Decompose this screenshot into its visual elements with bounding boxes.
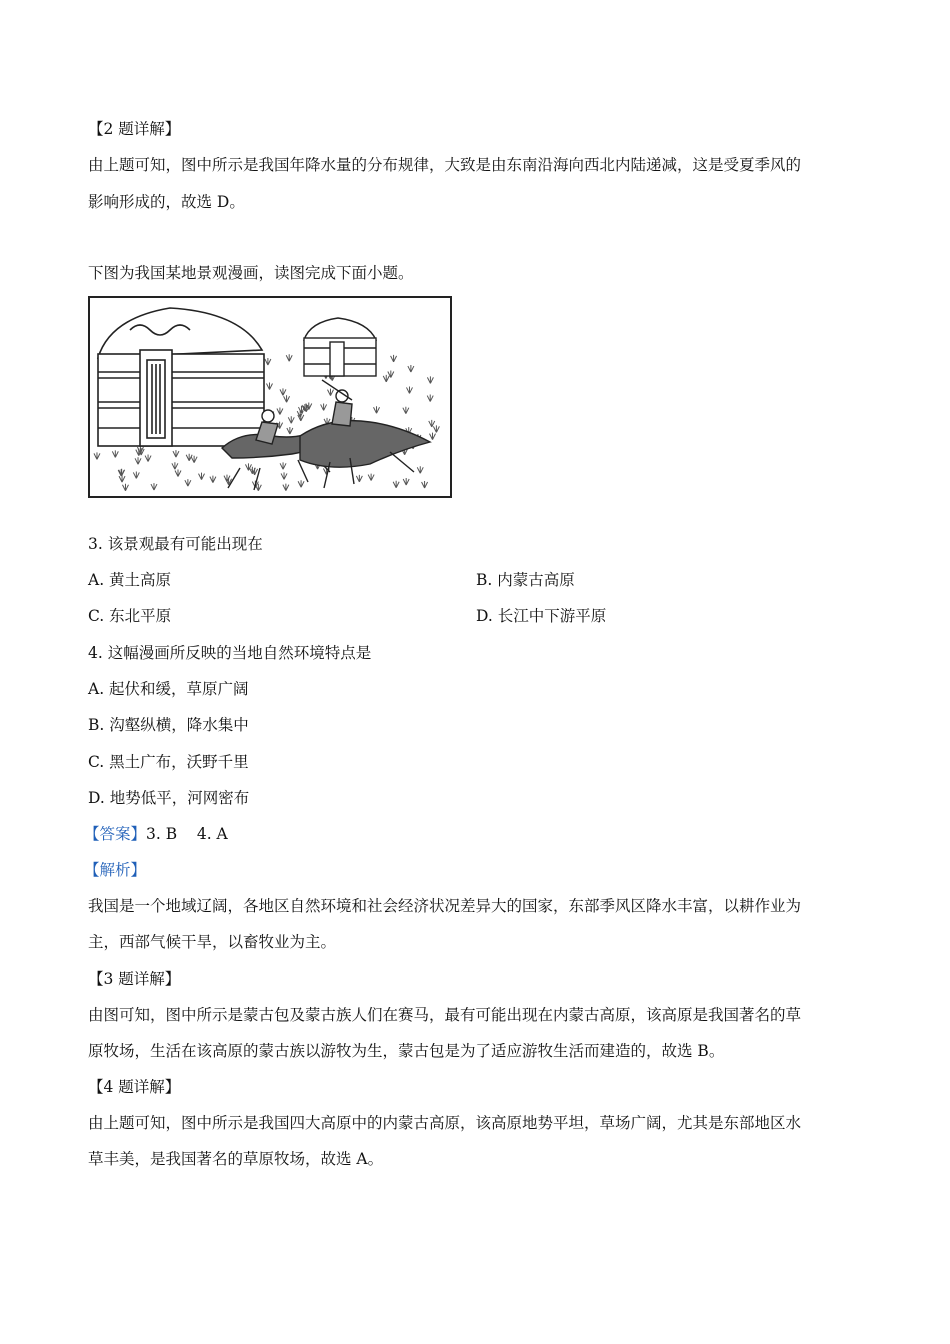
section-2-line-2: 影响形成的，故选 D。 bbox=[88, 193, 245, 211]
question-3-option-a: A. 黄土高原 bbox=[88, 571, 172, 589]
large-yurt bbox=[98, 308, 264, 446]
question-4-option-a: A. 起伏和缓，草原广阔 bbox=[88, 680, 249, 698]
question-4-option-c: C. 黑土广布，沃野千里 bbox=[88, 753, 249, 771]
yurt-cartoon-figure bbox=[88, 296, 452, 498]
analysis-label: 【解析】 bbox=[84, 861, 147, 879]
section-4-line-1: 由上题可知，图中所示是我国四大高原中的内蒙古高原，该高原地势平坦，草场广阔，尤其是东部地区水 bbox=[88, 1114, 802, 1132]
answer-line bbox=[84, 823, 864, 845]
analysis-line-2: 主，西部气候干旱，以畜牧业为主。 bbox=[88, 933, 337, 951]
small-yurt bbox=[304, 318, 376, 376]
section-4-heading: 【4 题详解】 bbox=[88, 1078, 181, 1096]
section-3-heading: 【3 题详解】 bbox=[88, 970, 181, 988]
section-2-heading: 【2 题详解】 bbox=[88, 120, 181, 138]
analysis-line-1: 我国是一个地域辽阔，各地区自然环境和社会经济状况差异大的国家，东部季风区降水丰富，以耕作业为 bbox=[88, 897, 802, 915]
answer-label: 【答案】 bbox=[84, 825, 147, 843]
answer-text: 3. B 4. A bbox=[146, 825, 228, 843]
section-2-line-1: 由上题可知，图中所示是我国年降水量的分布规律，大致是由东南沿海向西北内陆递减，这是受夏季风的 bbox=[88, 156, 802, 174]
section-3-line-1: 由图可知，图中所示是蒙古包及蒙古族人们在赛马，最有可能出现在内蒙古高原，该高原是我国著名的草 bbox=[88, 1006, 802, 1024]
section-3-line-2: 原牧场，生活在该高原的蒙古族以游牧为生，蒙古包是为了适应游牧生活而建造的，故选 B。 bbox=[88, 1042, 725, 1060]
yurt-cartoon-illustration bbox=[90, 298, 450, 496]
question-3-stem: 3. 该景观最有可能出现在 bbox=[88, 535, 263, 553]
question-intro: 下图为我国某地景观漫画，读图完成下面小题。 bbox=[88, 264, 414, 282]
question-4-option-b: B. 沟壑纵横，降水集中 bbox=[88, 716, 249, 734]
question-3-option-c: C. 东北平原 bbox=[88, 607, 172, 625]
question-3-option-b: B. 内蒙古高原 bbox=[476, 571, 575, 589]
question-4-option-d: D. 地势低平，河网密布 bbox=[88, 789, 250, 807]
section-4-line-2: 草丰美，是我国著名的草原牧场，故选 A。 bbox=[88, 1150, 384, 1168]
question-3-option-d: D. 长江中下游平原 bbox=[476, 607, 607, 625]
question-4-stem: 4. 这幅漫画所反映的当地自然环境特点是 bbox=[88, 644, 372, 662]
